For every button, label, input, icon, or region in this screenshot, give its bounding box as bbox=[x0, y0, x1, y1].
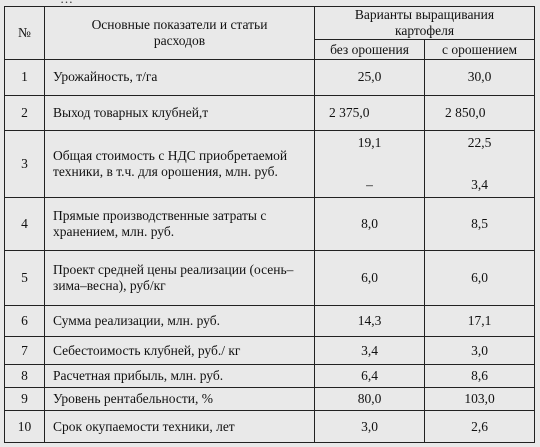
value-with-irrigation: 2,6 bbox=[425, 411, 535, 443]
value-with-irrigation: 30,0 bbox=[425, 60, 535, 96]
row-num: 6 bbox=[5, 305, 45, 336]
row-num: 1 bbox=[5, 60, 45, 96]
value-no-irrigation: 3,4 bbox=[315, 336, 425, 364]
value-no-irrigation-irrigation: – bbox=[366, 177, 373, 193]
value-with-irrigation: 8,6 bbox=[425, 365, 535, 388]
row-num: 2 bbox=[5, 95, 45, 131]
table-row bbox=[5, 305, 535, 336]
row-label: Срок окупаемости техники, лет bbox=[45, 411, 315, 443]
row-num: 3 bbox=[5, 131, 45, 198]
row-label: Себестоимость клубней, руб./ кг bbox=[45, 336, 315, 364]
value-with-irrigation: 3,0 bbox=[425, 336, 535, 364]
row-label: Урожайность, т/га bbox=[45, 60, 315, 96]
row-label: Прямые производственные затраты с хранением, млн. руб. bbox=[45, 198, 315, 250]
value-no-irrigation: 6,4 bbox=[315, 365, 425, 388]
value-with-irrigation-cell bbox=[425, 131, 535, 198]
row-num: 4 bbox=[5, 198, 45, 250]
value-with-irrigation: 6,0 bbox=[425, 250, 535, 305]
table-row bbox=[5, 198, 535, 250]
value-with-irrigation: 103,0 bbox=[425, 388, 535, 411]
table-row bbox=[5, 250, 535, 305]
row-label: Общая стоимость с НДС приобретаемой техники, в т.ч. для орошения, млн. руб. bbox=[45, 131, 315, 198]
value-no-irrigation: 3,0 bbox=[315, 411, 425, 443]
row-num: 8 bbox=[5, 365, 45, 388]
value-with-irrigation-irrigation: 3,4 bbox=[471, 177, 488, 193]
row-label: Выход товарных клубней,т bbox=[45, 95, 315, 131]
value-with-irrigation: 22,5 bbox=[467, 135, 492, 151]
table-row bbox=[5, 365, 535, 388]
value-with-irrigation: 8,5 bbox=[425, 198, 535, 250]
data-table bbox=[4, 6, 535, 443]
row-num: 7 bbox=[5, 336, 45, 364]
table-row bbox=[5, 411, 535, 443]
row-label: Расчетная прибыль, млн. руб. bbox=[45, 365, 315, 388]
table-row bbox=[5, 131, 535, 198]
row-num: 9 bbox=[5, 388, 45, 411]
value-no-irrigation: 2 375,0 bbox=[315, 95, 425, 131]
table-row bbox=[5, 60, 535, 96]
header-num: № bbox=[5, 7, 45, 60]
header-row-1 bbox=[5, 7, 535, 40]
value-no-irrigation: 25,0 bbox=[315, 60, 425, 96]
value-no-irrigation: 6,0 bbox=[315, 250, 425, 305]
row-label: Сумма реализации, млн. руб. bbox=[45, 305, 315, 336]
value-no-irrigation: 19,1 bbox=[357, 135, 382, 151]
value-no-irrigation: 14,3 bbox=[315, 305, 425, 336]
value-with-irrigation: 2 850,0 bbox=[425, 95, 535, 131]
table-row bbox=[5, 388, 535, 411]
header-with-irrigation: с орошением bbox=[425, 40, 535, 60]
value-with-irrigation: 17,1 bbox=[425, 305, 535, 336]
clipped-caption bbox=[0, 0, 540, 4]
header-no-irrigation: без орошения bbox=[315, 40, 425, 60]
value-no-irrigation-cell bbox=[315, 131, 425, 198]
table-row bbox=[5, 95, 535, 131]
row-num: 5 bbox=[5, 250, 45, 305]
row-label: Проект средней цены реализации (осень–зима–весна), руб/кг bbox=[45, 250, 315, 305]
value-no-irrigation: 8,0 bbox=[315, 198, 425, 250]
row-num: 10 bbox=[5, 411, 45, 443]
header-variants: Варианты выращивания картофеля bbox=[315, 7, 535, 40]
value-no-irrigation: 80,0 bbox=[315, 388, 425, 411]
row-label: Уровень рентабельности, % bbox=[45, 388, 315, 411]
header-indicator: Основные показатели и статьи расходов bbox=[45, 7, 315, 60]
table-row bbox=[5, 336, 535, 364]
